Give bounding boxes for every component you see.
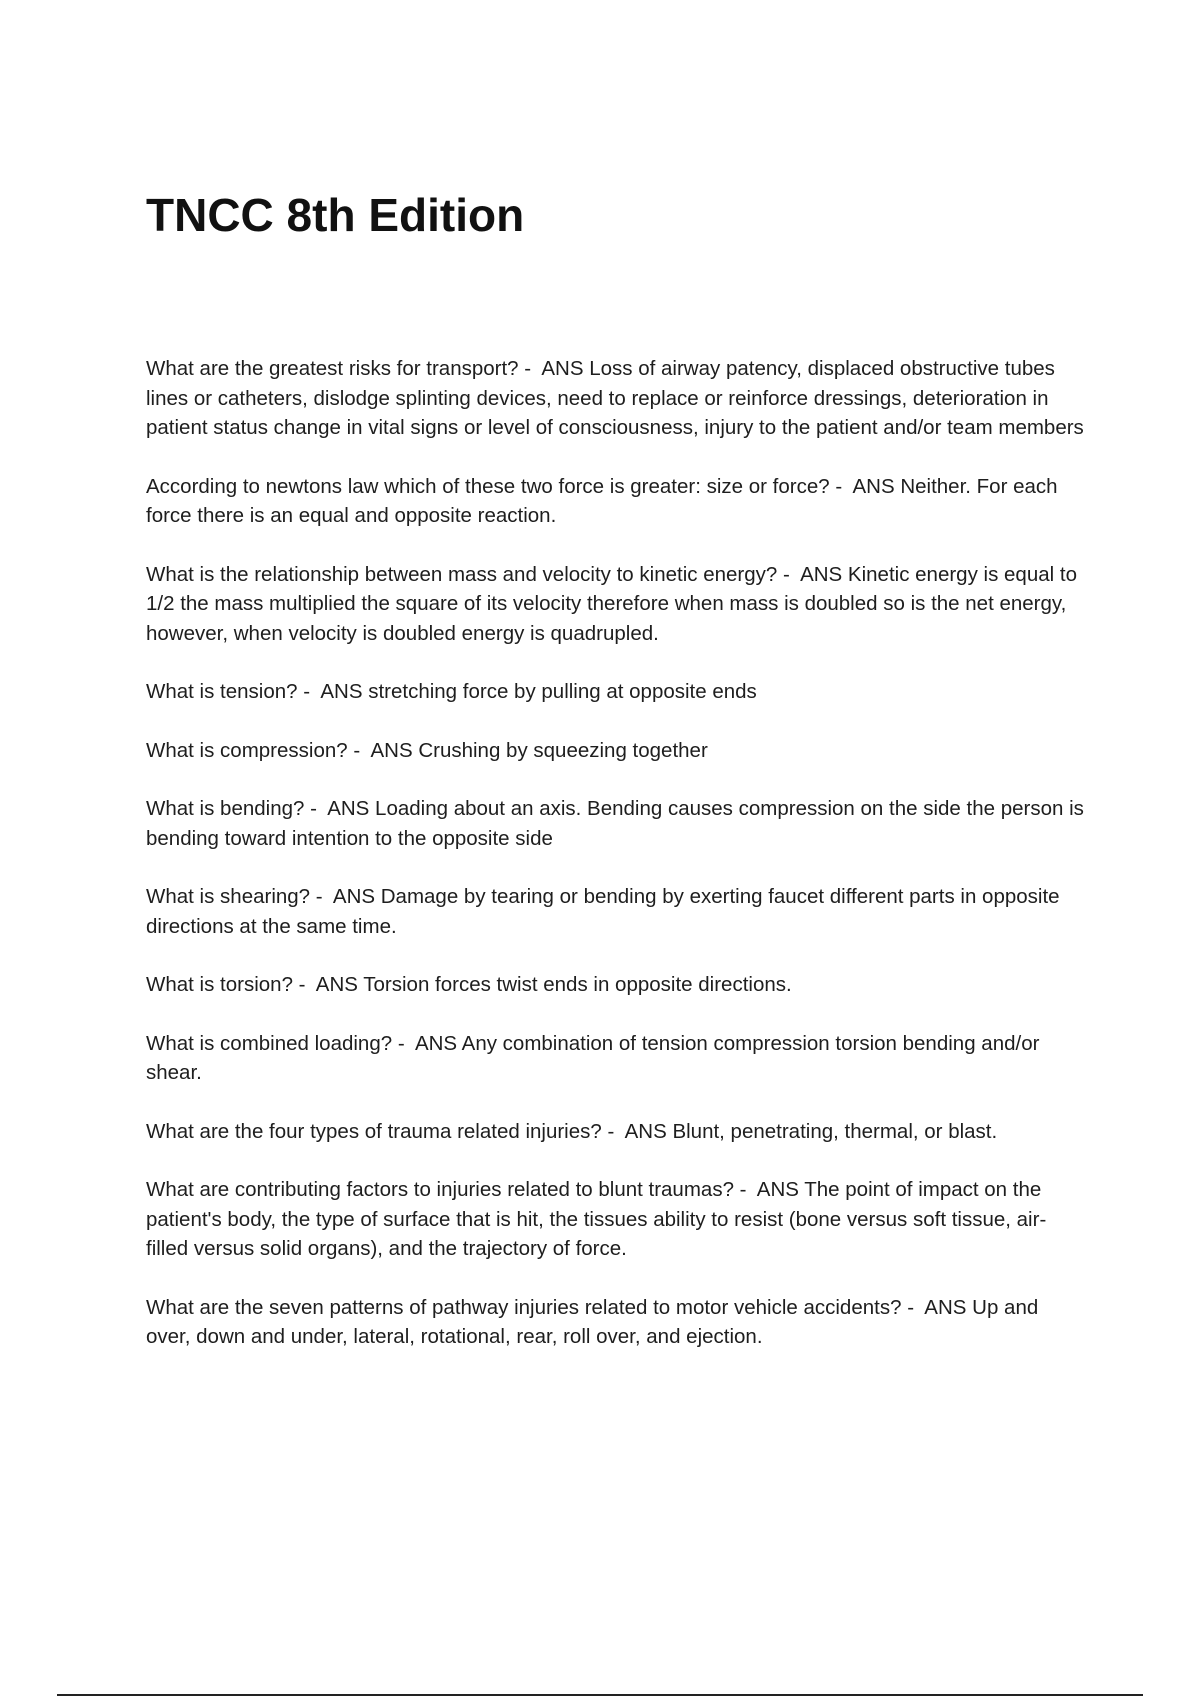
qa-question: What is compression? - bbox=[146, 739, 370, 762]
qa-answer: ANS stretching force by pulling at opposite ends bbox=[320, 680, 757, 703]
qa-item-5 bbox=[146, 736, 1086, 766]
qa-question: What are the four types of trauma related injuries? - bbox=[146, 1120, 625, 1143]
qa-question: What is bending? - bbox=[146, 797, 327, 820]
qa-question: What are contributing factors to injuries related to blunt traumas? - bbox=[146, 1178, 757, 1201]
qa-list bbox=[146, 354, 1086, 1381]
qa-question: What are the seven patterns of pathway injuries related to motor vehicle accidents? - bbox=[146, 1296, 924, 1319]
qa-item-10 bbox=[146, 1117, 1086, 1147]
qa-item-1 bbox=[146, 354, 1086, 443]
qa-question: What is combined loading? - bbox=[146, 1032, 415, 1055]
qa-question: What are the greatest risks for transport? - bbox=[146, 357, 541, 380]
qa-answer: ANS Kinetic energy is equal to 1/2 the mass multiplied the square of its velocity therefore when mass is doubled so is the net energy, however, when velocity is doubled energy is quadrupled. bbox=[146, 562, 1077, 645]
qa-item-7 bbox=[146, 882, 1086, 941]
qa-item-3 bbox=[146, 560, 1086, 649]
qa-answer: ANS Crushing by squeezing together bbox=[370, 738, 708, 762]
footer-divider bbox=[57, 1694, 1143, 1696]
qa-answer: ANS Any combination of tension compression torsion bending and/or shear. bbox=[146, 1031, 1040, 1084]
qa-answer: ANS Blunt, penetrating, thermal, or blast. bbox=[624, 1119, 998, 1143]
qa-question: What is shearing? - bbox=[146, 885, 333, 908]
qa-answer: ANS Torsion forces twist ends in opposite directions. bbox=[315, 973, 792, 996]
page-title: TNCC 8th Edition bbox=[146, 189, 525, 241]
qa-answer: ANS Damage by tearing or bending by exerting faucet different parts in opposite directions at the same time. bbox=[146, 885, 1060, 938]
qa-answer: ANS The point of impact on the patient's body, the type of surface that is hit, the tissues ability to resist (bone versus soft tissue, air-filled versus solid organs), and the trajectory of force. bbox=[146, 1178, 1047, 1260]
qa-answer: ANS Loading about an axis. Bending causes compression on the side the person is bending toward intention to the opposite side bbox=[146, 797, 1084, 850]
qa-question: According to newtons law which of these two force is greater: size or force? - bbox=[146, 475, 852, 498]
qa-question: What is tension? - bbox=[146, 680, 320, 703]
qa-answer: ANS Up and over, down and under, lateral, rotational, rear, roll over, and ejection. bbox=[146, 1295, 1039, 1348]
qa-question: What is the relationship between mass and velocity to kinetic energy? - bbox=[146, 563, 800, 586]
qa-answer: ANS Loss of airway patency, displaced obstructive tubes lines or catheters, dislodge splinting devices, need to replace or reinforce dressings, deterioration in patient status change in vital signs or level of consciousness, injury to the patient and/or team members bbox=[146, 357, 1084, 439]
qa-answer: ANS Neither. For each force there is an equal and opposite reaction. bbox=[146, 474, 1058, 527]
qa-item-4 bbox=[146, 677, 1086, 707]
qa-item-8 bbox=[146, 970, 1086, 1000]
qa-item-9 bbox=[146, 1029, 1086, 1088]
qa-question: What is torsion? - bbox=[146, 973, 316, 996]
qa-item-11 bbox=[146, 1175, 1086, 1264]
qa-item-12 bbox=[146, 1293, 1086, 1352]
qa-item-6 bbox=[146, 794, 1086, 853]
qa-item-2 bbox=[146, 472, 1086, 531]
